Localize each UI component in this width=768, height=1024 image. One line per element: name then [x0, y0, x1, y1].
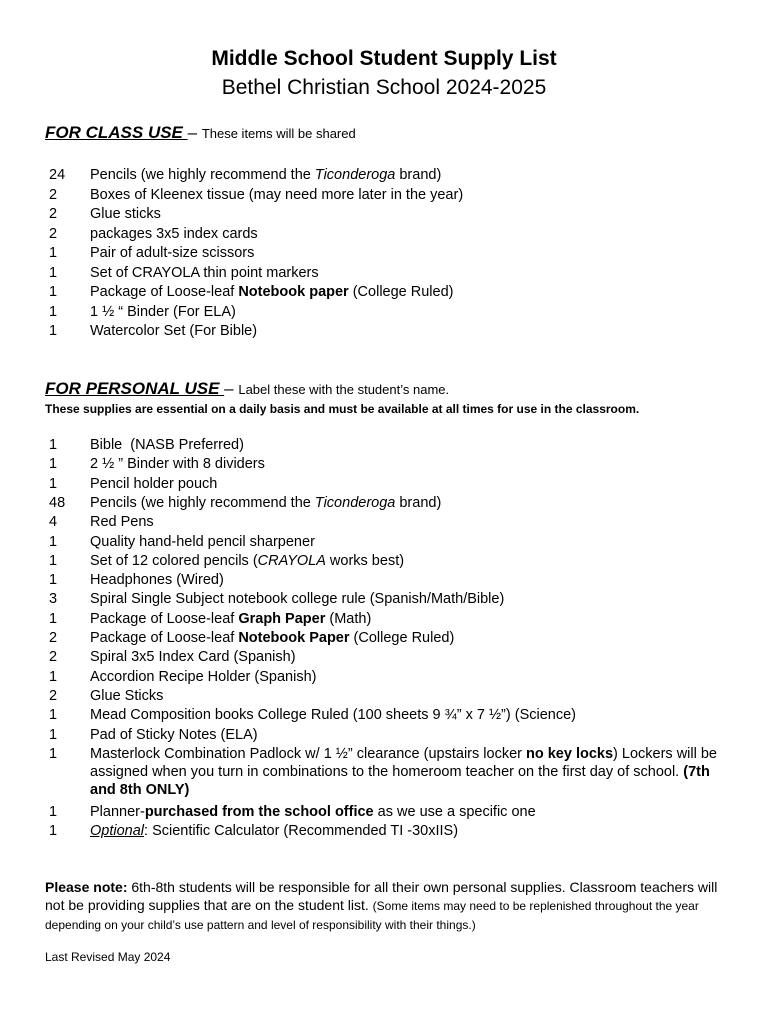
- item-text: Boxes of Kleenex tissue (may need more later in the year): [90, 186, 464, 203]
- item-text: Bible (NASB Preferred): [90, 437, 244, 453]
- item-quantity: 2: [49, 649, 58, 666]
- item-quantity: 2: [49, 186, 58, 203]
- item-quantity: 1: [49, 245, 58, 261]
- item-text: 2 ½ ” Binder with 8 dividers: [90, 456, 265, 473]
- item-text: Masterlock Combination Padlock w/ 1 ½” clearance (upstairs locker: [90, 745, 526, 762]
- page-subtitle: Bethel Christian School 2024-2025: [221, 76, 547, 99]
- item-text: CRAYOLA: [257, 552, 326, 569]
- item-description: [90, 205, 730, 223]
- item-quantity: 1: [49, 610, 58, 627]
- item-quantity: 24: [49, 167, 66, 183]
- item-quantity: 3: [49, 591, 58, 608]
- item-description: [90, 225, 730, 243]
- item-description: [90, 571, 730, 589]
- item-quantity: 2: [49, 687, 58, 704]
- item-text: Spiral Single Subject notebook college rule (Spanish/Math/Bible): [90, 591, 505, 608]
- item-description: [90, 629, 730, 647]
- item-description: [90, 533, 730, 551]
- item-description: [90, 436, 730, 454]
- item-description: [90, 590, 730, 608]
- item-text: Ticonderoga: [314, 167, 396, 183]
- item-quantity: 1: [49, 303, 58, 320]
- last-revised: Last Revised May 2024: [45, 950, 171, 964]
- item-text: : Scientific Calculator (Recommended TI -30xIIS): [144, 823, 459, 839]
- item-text: Glue sticks: [90, 206, 161, 222]
- item-description: [90, 186, 730, 204]
- item-quantity: 1: [49, 745, 58, 762]
- item-quantity: 1: [49, 475, 58, 492]
- item-text: Set of CRAYOLA thin point markers: [90, 264, 319, 281]
- item-quantity: 2: [49, 630, 58, 646]
- item-text: Pair of adult-size scissors: [90, 245, 255, 261]
- item-text: Planner-: [90, 803, 145, 820]
- item-text: brand): [395, 167, 442, 183]
- item-text: Watercolor Set (For Bible): [90, 323, 258, 339]
- item-text: Graph Paper: [238, 610, 326, 627]
- personal-use-note: Label these with the student’s name.: [238, 382, 450, 397]
- item-quantity: 1: [49, 552, 58, 569]
- item-text: Notebook Paper: [238, 630, 350, 646]
- item-quantity: 48: [49, 494, 66, 511]
- item-quantity: 1: [49, 533, 58, 550]
- item-text: brand): [395, 494, 442, 511]
- essential-notice: These supplies are essential on a daily basis and must be available at all times for use in the classroom.: [45, 402, 640, 416]
- page-title: Middle School Student Supply List: [211, 47, 557, 70]
- class-use-dash: –: [187, 123, 202, 142]
- item-text: Pencil holder pouch: [90, 475, 218, 492]
- item-description: [90, 668, 730, 686]
- item-text: Accordion Recipe Holder (Spanish): [90, 668, 317, 685]
- personal-use-heading: [45, 379, 449, 399]
- item-text: no key locks: [525, 745, 614, 762]
- item-quantity: 1: [49, 707, 58, 724]
- item-description: [90, 322, 730, 340]
- item-text: as we use a specific one: [373, 803, 536, 820]
- please-note-label: Please note:: [45, 879, 128, 895]
- item-quantity: 1: [49, 456, 58, 473]
- item-text: (College Ruled): [349, 630, 455, 646]
- item-quantity: 1: [49, 823, 58, 839]
- item-description: [90, 455, 730, 473]
- item-text: 1 ½ “ Binder (For ELA): [90, 303, 236, 320]
- item-text: Pencils (we highly recommend the: [90, 167, 315, 183]
- item-text: Spiral 3x5 Index Card (Spanish): [90, 649, 296, 666]
- item-description: [90, 822, 730, 840]
- item-quantity: 1: [49, 437, 58, 453]
- class-use-note: These items will be shared: [201, 126, 356, 141]
- item-quantity: 1: [49, 284, 58, 300]
- item-quantity: 1: [49, 726, 58, 743]
- item-description: [90, 552, 730, 570]
- item-text: Package of Loose-leaf: [90, 630, 239, 646]
- item-description: [90, 687, 730, 705]
- item-quantity: 1: [49, 803, 58, 820]
- please-note-text: 6th-8th students will be responsible for all their own personal supplies. Classroom teachers will not be providing supplies that are on the student list.: [45, 879, 718, 913]
- item-quantity: 2: [49, 225, 58, 242]
- item-text: Optional: [90, 823, 145, 839]
- item-text: works best): [325, 552, 405, 569]
- item-text: purchased from the school office: [144, 803, 374, 820]
- item-text: Notebook paper: [238, 284, 349, 300]
- item-text: Glue Sticks: [90, 687, 164, 704]
- item-quantity: 4: [49, 514, 58, 531]
- item-quantity: 1: [49, 264, 58, 281]
- personal-use-label: FOR PERSONAL USE: [45, 379, 225, 398]
- please-note-small-text: (Some items may need to be replenished throughout the year depending on your child’s use pattern and level of responsibility with their things.): [45, 899, 699, 932]
- item-description: [90, 610, 730, 628]
- item-quantity: 2: [49, 206, 58, 222]
- item-text: Set of 12 colored pencils (: [90, 552, 258, 569]
- item-text: ) Lockers will be assigned when you turn in combinations to the homeroom teacher on the first day of school.: [90, 745, 717, 780]
- item-text: Pencils (we highly recommend the: [90, 494, 315, 511]
- class-use-heading: [45, 123, 356, 143]
- item-description: [90, 283, 730, 301]
- item-description: [90, 745, 730, 799]
- item-description: [90, 303, 730, 321]
- please-note-paragraph: [45, 878, 735, 934]
- item-description: [90, 513, 730, 531]
- item-description: [90, 706, 730, 724]
- item-text: Mead Composition books College Ruled (100 sheets 9 ¾” x 7 ½”) (Science): [90, 707, 576, 724]
- item-description: [90, 244, 730, 262]
- item-description: [90, 648, 730, 666]
- item-quantity: 1: [49, 572, 58, 589]
- item-description: [90, 475, 730, 493]
- item-text: (Math): [325, 610, 372, 627]
- class-use-label: FOR CLASS USE: [45, 123, 188, 142]
- item-description: [90, 264, 730, 282]
- item-description: [90, 803, 730, 821]
- item-text: Package of Loose-leaf: [90, 284, 239, 300]
- personal-use-dash: –: [224, 379, 239, 398]
- item-quantity: 1: [49, 668, 58, 685]
- item-text: (7th and 8th ONLY): [90, 763, 710, 798]
- item-text: (College Ruled): [348, 284, 454, 300]
- item-text: Quality hand-held pencil sharpener: [90, 533, 315, 550]
- item-description: [90, 494, 730, 512]
- item-text: Pad of Sticky Notes (ELA): [90, 726, 258, 743]
- item-text: packages 3x5 index cards: [90, 225, 258, 242]
- item-description: [90, 166, 730, 184]
- item-text: Package of Loose-leaf: [90, 610, 239, 627]
- item-quantity: 1: [49, 323, 58, 339]
- item-text: Ticonderoga: [314, 494, 396, 511]
- item-text: Headphones (Wired): [90, 572, 224, 589]
- item-text: Red Pens: [90, 514, 154, 531]
- item-description: [90, 726, 730, 744]
